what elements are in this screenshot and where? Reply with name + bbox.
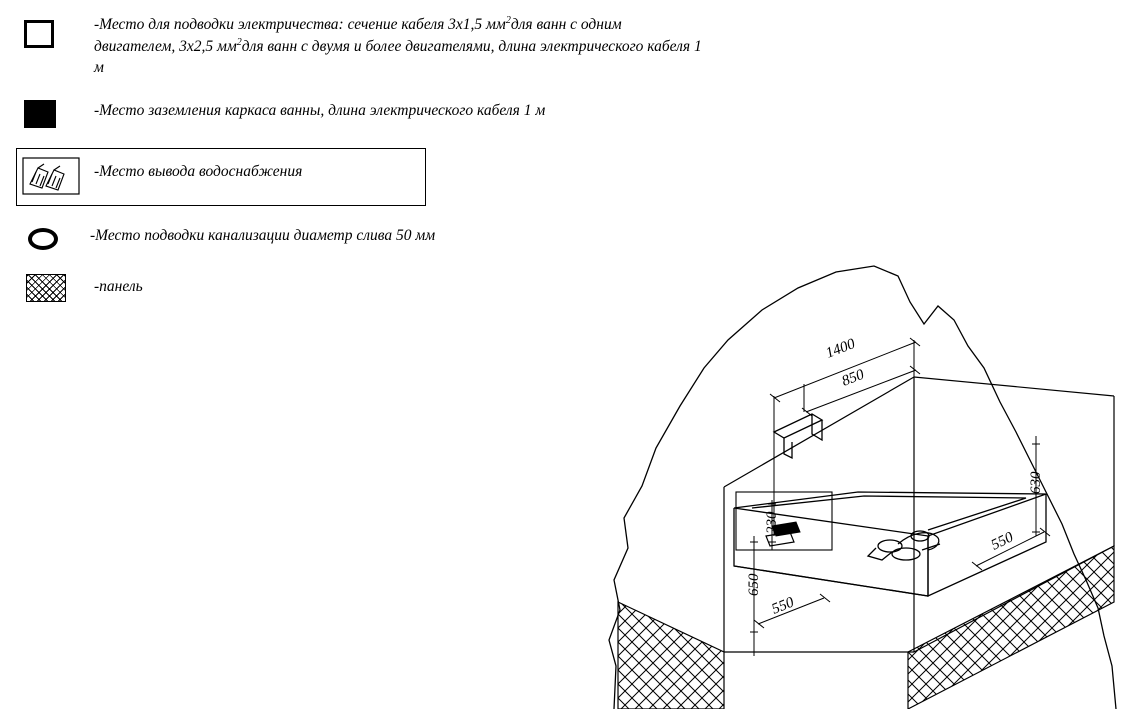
wall-spout — [774, 414, 822, 458]
dimension-label-1400: 1400 — [823, 336, 858, 362]
dimension-label-550-front: 550 — [769, 594, 797, 618]
open-square-icon — [24, 20, 54, 48]
legend-text-part3: для ванн с двумя и более двигателями, длина электрического кабеля 1 м — [94, 38, 702, 77]
legend-item-label-ground: -Место заземления каркаса ванны, длина электрического кабеля 1 м — [94, 102, 546, 119]
ellipse-icon — [28, 228, 58, 250]
superscript-two: 2 — [505, 15, 511, 26]
dimension-label-850: 850 — [839, 366, 867, 390]
dimension-label-630: 630 — [1028, 471, 1044, 494]
dimension-label-550-right: 550 — [988, 529, 1016, 554]
isometric-svg — [576, 236, 1148, 709]
legend-item-label-water: -Место вывода водоснабжения — [94, 163, 303, 180]
superscript-two: 2 — [236, 37, 242, 49]
legend-item-label-electric — [94, 14, 704, 79]
right-panel-hatched — [908, 546, 1114, 709]
bath-isometric-drawing — [576, 236, 1148, 709]
legend-text-part2: для ванн с одним двигателем, 3х2,5 мм — [94, 16, 622, 56]
legend-item-label-panel: -панель — [94, 278, 143, 295]
water-outlet-glyph — [22, 154, 82, 200]
water-outlet-icon — [22, 154, 82, 200]
dimension-label-650: 650 — [746, 573, 762, 596]
left-panel-hatched — [618, 602, 724, 709]
filled-square-icon — [24, 100, 56, 128]
faucet-fixture — [868, 531, 940, 560]
legend-text-part1: -Место для подводки электричества: сечение кабеля 3х1,5 мм — [94, 16, 506, 34]
hatched-square-icon — [26, 274, 66, 302]
dimension-label-230: 230 — [764, 511, 780, 534]
legend-item-label-drain: -Место подводки канализации диаметр слива 50 мм — [90, 227, 436, 244]
